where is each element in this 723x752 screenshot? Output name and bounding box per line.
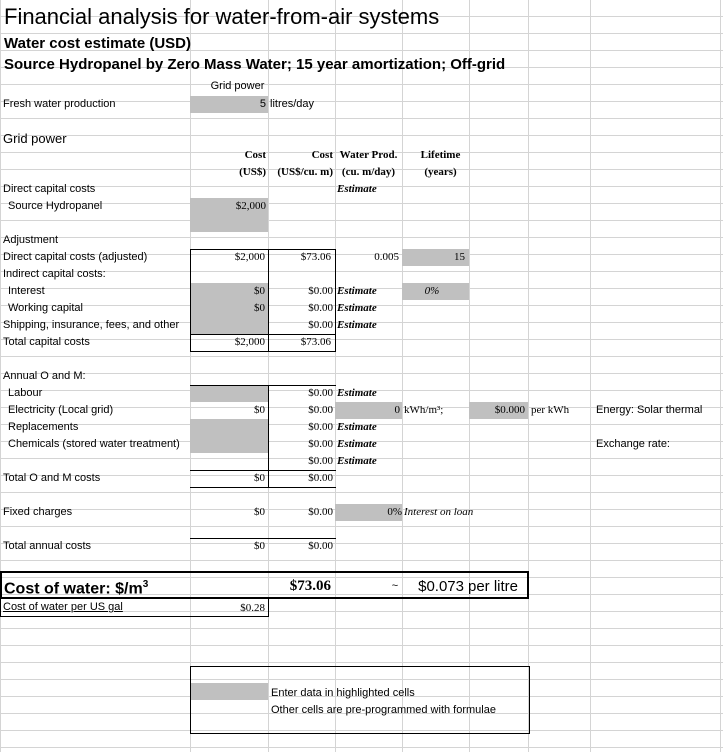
direct-adjusted-lifetime[interactable]: 15 xyxy=(454,251,465,263)
cost-per-litre-unit: per litre xyxy=(468,578,519,595)
interest-rate[interactable]: 0% xyxy=(424,285,440,297)
cost-of-water-sup: 3 xyxy=(142,579,149,590)
header-water-prod-note: Estimate xyxy=(337,183,377,195)
grid-power-header: Grid power xyxy=(210,80,265,92)
fixed-charges-rate[interactable]: 0% xyxy=(387,506,402,518)
fixed-charges-label: Fixed charges xyxy=(3,506,73,518)
extra-note: Estimate xyxy=(337,455,377,467)
fresh-water-label: Fresh water production xyxy=(3,98,116,110)
electricity-kwh[interactable]: 0 xyxy=(394,404,400,416)
subtitle-source: Source Hydropanel by Zero Mass Water; 15 year amortization; Off-grid xyxy=(4,56,506,73)
electricity-price[interactable]: $0.000 xyxy=(494,404,525,416)
working-capital-note: Estimate xyxy=(337,302,377,314)
cost-of-water-value: $73.06 xyxy=(289,578,331,594)
replacements-label: Replacements xyxy=(8,421,79,433)
total-capital-cost-m3: $73.06 xyxy=(300,336,331,348)
total-annual-label: Total annual costs xyxy=(3,540,92,552)
section-grid-power: Grid power xyxy=(3,131,67,146)
interest-label: Interest xyxy=(8,285,45,297)
shipping-label: Shipping, insurance, fees, and other xyxy=(3,319,180,331)
cost-of-water-label: Cost of water: $\$/m^3$ xyxy=(4,579,149,598)
annual-om-label: Annual O and M: xyxy=(3,370,86,382)
extra-cost-m3: $0.00 xyxy=(308,455,333,467)
source-hydropanel-cost[interactable]: $2,000 xyxy=(235,200,266,212)
header-cost-m3-unit: (US$/cu. m) xyxy=(277,166,333,178)
electricity-cost-m3: $0.00 xyxy=(308,404,333,416)
replacements-cost-m3: $0.00 xyxy=(308,421,333,433)
chemicals-note: Estimate xyxy=(337,438,377,450)
input-cell-labour[interactable] xyxy=(190,385,268,402)
cost-per-litre: $0.073 xyxy=(418,578,464,595)
legend-line-1: Enter data in highlighted cells xyxy=(271,687,415,699)
replacements-note: Estimate xyxy=(337,421,377,433)
chemicals-cost-m3: $0.00 xyxy=(308,438,333,450)
header-lifetime-unit: (years) xyxy=(424,166,457,178)
header-cost-m3: Cost xyxy=(311,149,333,161)
cost-per-gal-label: Cost of water per US gal xyxy=(3,601,123,613)
direct-adjusted-cost-m3: $73.06 xyxy=(300,251,331,263)
working-capital-cost[interactable]: $0 xyxy=(254,302,265,314)
total-om-label: Total O and M costs xyxy=(3,472,101,484)
electricity-cost: $0 xyxy=(254,404,265,416)
labour-label: Labour xyxy=(8,387,43,399)
chemicals-label: Chemicals (stored water treatment) xyxy=(8,438,180,450)
exchange-rate-label: Exchange rate: xyxy=(596,438,670,450)
direct-adjusted-water-prod: 0.005 xyxy=(374,251,399,263)
energy-note: Energy: Solar thermal xyxy=(596,404,703,416)
labour-cost-m3: $0.00 xyxy=(308,387,333,399)
header-cost-unit: (US$) xyxy=(239,166,266,178)
total-capital-cost: $2,000 xyxy=(234,336,265,348)
shipping-note: Estimate xyxy=(337,319,377,331)
cost-per-gal-value: $0.28 xyxy=(240,602,265,614)
fixed-charges-rate-note: Interest on loan xyxy=(404,506,474,518)
source-hydropanel-label: Source Hydropanel xyxy=(8,200,103,212)
adjustment-label: Adjustment xyxy=(3,234,59,246)
total-om-cost-m3: $0.00 xyxy=(308,472,333,484)
total-om-cost: $0 xyxy=(254,472,265,484)
input-cell-replacements[interactable] xyxy=(190,419,268,453)
fixed-charges-cost: $0 xyxy=(254,506,265,518)
page-title: Financial analysis for water-from-air systems xyxy=(4,4,440,29)
shipping-cost-m3: $0.00 xyxy=(308,319,333,331)
fresh-water-value[interactable]: 5 xyxy=(259,98,266,110)
fresh-water-unit: litres/day xyxy=(270,98,315,110)
electricity-kwh-unit: kWh/m³; xyxy=(404,404,444,416)
direct-capital-label: Direct capital costs xyxy=(3,183,96,195)
subtitle-cost-estimate: Water cost estimate (USD) xyxy=(4,35,191,52)
electricity-label: Electricity (Local grid) xyxy=(8,404,114,416)
legend-line-2: Other cells are pre-programmed with formulae xyxy=(271,704,496,716)
header-lifetime: Lifetime xyxy=(420,149,461,161)
labour-note: Estimate xyxy=(337,387,377,399)
interest-cost-m3: $0.00 xyxy=(308,285,333,297)
cost-of-water-tilde: ~ xyxy=(391,580,399,592)
direct-adjusted-label: Direct capital costs (adjusted) xyxy=(3,251,148,263)
header-water-prod-unit: (cu. m/day) xyxy=(341,166,396,178)
direct-adjusted-cost: $2,000 xyxy=(234,251,265,263)
working-capital-cost-m3: $0.00 xyxy=(308,302,333,314)
total-annual-cost-m3: $0.00 xyxy=(308,540,333,552)
fixed-charges-cost-m3: $0.00 xyxy=(308,506,333,518)
total-annual-cost: $0 xyxy=(254,540,265,552)
total-capital-label: Total capital costs xyxy=(3,336,90,348)
interest-note: Estimate xyxy=(337,285,377,297)
electricity-price-unit: per kWh xyxy=(531,404,570,416)
header-cost: Cost xyxy=(244,149,266,161)
header-water-prod: Water Prod. xyxy=(339,149,398,161)
working-capital-label: Working capital xyxy=(8,302,83,314)
indirect-label: Indirect capital costs: xyxy=(3,268,106,280)
interest-cost[interactable]: $0 xyxy=(254,285,265,297)
